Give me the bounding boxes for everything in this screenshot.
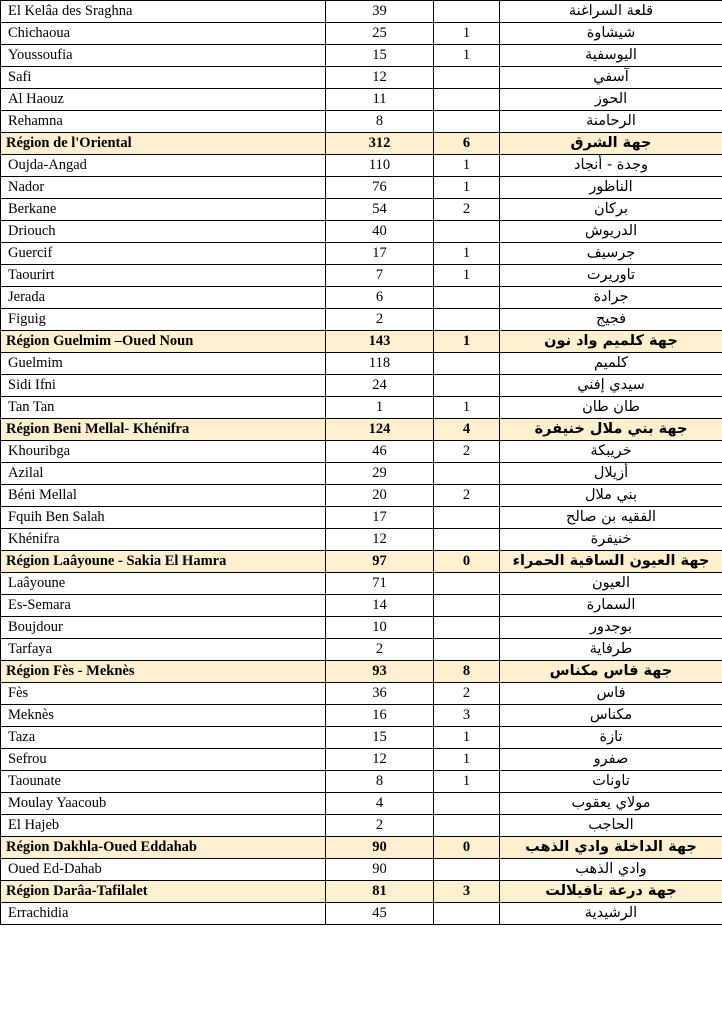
cell-area-name-ar: الرشيدية <box>500 903 722 925</box>
cell-deaths <box>434 375 500 397</box>
table-row <box>1 265 722 287</box>
cell-deaths: 1 <box>434 749 500 771</box>
cell-area-name-ar: جهة الداخلة وادي الذهب <box>500 837 722 859</box>
cell-deaths: 8 <box>434 661 500 683</box>
cell-area-name-fr: Tarfaya <box>1 639 326 661</box>
cell-area-name-ar: صفرو <box>500 749 722 771</box>
region-row <box>1 133 722 155</box>
table-row <box>1 243 722 265</box>
cell-deaths <box>434 903 500 925</box>
cell-deaths: 1 <box>434 397 500 419</box>
cell-deaths: 1 <box>434 45 500 67</box>
table-row <box>1 859 722 881</box>
cell-confirmed-cases: 16 <box>326 705 434 727</box>
region-row <box>1 881 722 903</box>
cell-area-name-fr: Khouribga <box>1 441 326 463</box>
cell-area-name-fr: Figuig <box>1 309 326 331</box>
cell-area-name-ar: الرحامنة <box>500 111 722 133</box>
table-row <box>1 45 722 67</box>
cell-deaths <box>434 595 500 617</box>
cell-confirmed-cases: 143 <box>326 331 434 353</box>
cell-area-name-ar: بركان <box>500 199 722 221</box>
cell-deaths: 0 <box>434 837 500 859</box>
cell-confirmed-cases: 14 <box>326 595 434 617</box>
cell-confirmed-cases: 36 <box>326 683 434 705</box>
cell-confirmed-cases: 110 <box>326 155 434 177</box>
cell-area-name-fr: Oued Ed-Dahab <box>1 859 326 881</box>
cell-confirmed-cases: 45 <box>326 903 434 925</box>
cell-area-name-fr: Région Darâa-Tafilalet <box>1 881 326 903</box>
cell-area-name-fr: Moulay Yaacoub <box>1 793 326 815</box>
cell-area-name-ar: كلميم <box>500 353 722 375</box>
cell-confirmed-cases: 17 <box>326 507 434 529</box>
cell-deaths: 1 <box>434 177 500 199</box>
cell-deaths: 3 <box>434 705 500 727</box>
cell-area-name-fr: Azilal <box>1 463 326 485</box>
cell-confirmed-cases: 12 <box>326 67 434 89</box>
cell-area-name-fr: Béni Mellal <box>1 485 326 507</box>
cell-area-name-ar: جرادة <box>500 287 722 309</box>
cell-confirmed-cases: 93 <box>326 661 434 683</box>
cell-area-name-fr: Sidi Ifni <box>1 375 326 397</box>
table-row <box>1 287 722 309</box>
table-row <box>1 903 722 925</box>
cell-confirmed-cases: 20 <box>326 485 434 507</box>
table-row <box>1 705 722 727</box>
cell-area-name-fr: Meknès <box>1 705 326 727</box>
cell-area-name-ar: وجدة - أنجاد <box>500 155 722 177</box>
cell-area-name-ar: العيون <box>500 573 722 595</box>
cell-area-name-fr: Tan Tan <box>1 397 326 419</box>
cell-area-name-fr: Errachidia <box>1 903 326 925</box>
cell-area-name-fr: Safi <box>1 67 326 89</box>
cell-area-name-ar: جهة درعة تافيلالت <box>500 881 722 903</box>
cell-area-name-ar: طرفاية <box>500 639 722 661</box>
table-row <box>1 67 722 89</box>
cell-deaths: 2 <box>434 441 500 463</box>
cell-confirmed-cases: 90 <box>326 859 434 881</box>
region-row <box>1 331 722 353</box>
table-row <box>1 441 722 463</box>
region-row <box>1 551 722 573</box>
cell-area-name-ar: شيشاوة <box>500 23 722 45</box>
cell-area-name-fr: Région Guelmim –Oued Noun <box>1 331 326 353</box>
cell-area-name-ar: جهة الشرق <box>500 133 722 155</box>
cell-area-name-ar: اليوسفية <box>500 45 722 67</box>
cell-area-name-ar: الناظور <box>500 177 722 199</box>
table-row <box>1 683 722 705</box>
cell-area-name-ar: تاونات <box>500 771 722 793</box>
cell-deaths <box>434 89 500 111</box>
cell-deaths <box>434 67 500 89</box>
cell-confirmed-cases: 46 <box>326 441 434 463</box>
cell-deaths: 1 <box>434 243 500 265</box>
table-row <box>1 199 722 221</box>
cell-area-name-fr: Es-Semara <box>1 595 326 617</box>
cell-deaths <box>434 507 500 529</box>
cell-area-name-ar: جهة العيون الساقية الحمراء <box>500 551 722 573</box>
table-row <box>1 639 722 661</box>
cell-confirmed-cases: 12 <box>326 529 434 551</box>
cell-confirmed-cases: 15 <box>326 727 434 749</box>
cell-confirmed-cases: 118 <box>326 353 434 375</box>
cell-area-name-fr: Sefrou <box>1 749 326 771</box>
cell-area-name-fr: Fès <box>1 683 326 705</box>
cell-deaths: 3 <box>434 881 500 903</box>
cell-confirmed-cases: 2 <box>326 309 434 331</box>
cell-deaths <box>434 1 500 23</box>
table-row <box>1 815 722 837</box>
table-row <box>1 1 722 23</box>
table-row <box>1 353 722 375</box>
cell-confirmed-cases: 8 <box>326 771 434 793</box>
table-row <box>1 507 722 529</box>
table-row <box>1 485 722 507</box>
cell-deaths <box>434 221 500 243</box>
table-row <box>1 749 722 771</box>
cell-deaths: 1 <box>434 331 500 353</box>
table-row <box>1 463 722 485</box>
cell-deaths <box>434 793 500 815</box>
region-row <box>1 419 722 441</box>
cell-area-name-ar: وادي الذهب <box>500 859 722 881</box>
cell-area-name-ar: آسفي <box>500 67 722 89</box>
cell-confirmed-cases: 90 <box>326 837 434 859</box>
cell-area-name-ar: سيدي إفني <box>500 375 722 397</box>
cell-deaths: 2 <box>434 485 500 507</box>
cell-confirmed-cases: 312 <box>326 133 434 155</box>
cell-deaths <box>434 639 500 661</box>
cell-area-name-fr: Chichaoua <box>1 23 326 45</box>
cell-deaths <box>434 573 500 595</box>
cell-deaths: 4 <box>434 419 500 441</box>
cell-confirmed-cases: 7 <box>326 265 434 287</box>
cell-deaths <box>434 617 500 639</box>
cell-area-name-fr: Région Laâyoune - Sakia El Hamra <box>1 551 326 573</box>
cell-deaths: 0 <box>434 551 500 573</box>
table-row <box>1 595 722 617</box>
cell-confirmed-cases: 12 <box>326 749 434 771</box>
cell-area-name-fr: Région de l'Oriental <box>1 133 326 155</box>
table-row <box>1 727 722 749</box>
cell-confirmed-cases: 25 <box>326 23 434 45</box>
cell-deaths <box>434 529 500 551</box>
table-row <box>1 375 722 397</box>
cell-deaths: 1 <box>434 23 500 45</box>
cell-area-name-ar: فاس <box>500 683 722 705</box>
table-row <box>1 573 722 595</box>
cell-area-name-ar: خريبكة <box>500 441 722 463</box>
cell-area-name-fr: Nador <box>1 177 326 199</box>
cell-area-name-ar: مولاي يعقوب <box>500 793 722 815</box>
cell-confirmed-cases: 17 <box>326 243 434 265</box>
cell-area-name-fr: Laâyoune <box>1 573 326 595</box>
cell-area-name-ar: جهة فاس مكناس <box>500 661 722 683</box>
cell-area-name-ar: بوجدور <box>500 617 722 639</box>
cell-area-name-ar: الفقيه بن صالح <box>500 507 722 529</box>
cell-area-name-fr: Région Dakhla-Oued Eddahab <box>1 837 326 859</box>
cell-confirmed-cases: 76 <box>326 177 434 199</box>
table-row <box>1 177 722 199</box>
table-row <box>1 793 722 815</box>
cell-area-name-ar: بني ملال <box>500 485 722 507</box>
cell-confirmed-cases: 124 <box>326 419 434 441</box>
table-row <box>1 309 722 331</box>
cell-area-name-fr: Taza <box>1 727 326 749</box>
cell-confirmed-cases: 15 <box>326 45 434 67</box>
cell-confirmed-cases: 8 <box>326 111 434 133</box>
cell-confirmed-cases: 6 <box>326 287 434 309</box>
cell-area-name-fr: Khénifra <box>1 529 326 551</box>
cell-confirmed-cases: 2 <box>326 639 434 661</box>
region-row <box>1 837 722 859</box>
table-row <box>1 617 722 639</box>
cell-deaths: 1 <box>434 771 500 793</box>
cell-area-name-ar: خنيفرة <box>500 529 722 551</box>
cell-area-name-fr: Jerada <box>1 287 326 309</box>
cell-area-name-ar: الحوز <box>500 89 722 111</box>
table-row <box>1 89 722 111</box>
table-row <box>1 221 722 243</box>
table-row <box>1 529 722 551</box>
cell-confirmed-cases: 11 <box>326 89 434 111</box>
cell-area-name-ar: تاوريرت <box>500 265 722 287</box>
cell-deaths <box>434 859 500 881</box>
table-row <box>1 111 722 133</box>
cell-area-name-fr: Taounate <box>1 771 326 793</box>
cell-confirmed-cases: 71 <box>326 573 434 595</box>
cell-deaths <box>434 111 500 133</box>
cell-confirmed-cases: 54 <box>326 199 434 221</box>
cell-deaths: 2 <box>434 199 500 221</box>
cell-deaths: 1 <box>434 265 500 287</box>
cell-confirmed-cases: 1 <box>326 397 434 419</box>
cell-area-name-fr: Berkane <box>1 199 326 221</box>
cell-deaths: 6 <box>434 133 500 155</box>
table-row <box>1 397 722 419</box>
table-row <box>1 23 722 45</box>
cell-area-name-ar: تازة <box>500 727 722 749</box>
cell-area-name-ar: جهة بني ملال خنيفرة <box>500 419 722 441</box>
cell-confirmed-cases: 24 <box>326 375 434 397</box>
cell-area-name-fr: Région Beni Mellal- Khénifra <box>1 419 326 441</box>
cell-deaths <box>434 815 500 837</box>
cell-deaths <box>434 309 500 331</box>
cell-area-name-ar: جهة كلميم واد نون <box>500 331 722 353</box>
cell-area-name-fr: Rehamna <box>1 111 326 133</box>
cell-area-name-fr: El Hajeb <box>1 815 326 837</box>
cell-confirmed-cases: 2 <box>326 815 434 837</box>
cell-deaths <box>434 287 500 309</box>
cell-area-name-ar: الحاجب <box>500 815 722 837</box>
table-body <box>1 1 722 925</box>
cell-area-name-fr: Al Haouz <box>1 89 326 111</box>
region-row <box>1 661 722 683</box>
cell-area-name-fr: Guercif <box>1 243 326 265</box>
cell-area-name-fr: Région Fès - Meknès <box>1 661 326 683</box>
cell-area-name-ar: فجيج <box>500 309 722 331</box>
cell-area-name-fr: Boujdour <box>1 617 326 639</box>
cell-area-name-ar: الدريوش <box>500 221 722 243</box>
cell-area-name-fr: Guelmim <box>1 353 326 375</box>
cell-area-name-fr: Taourirt <box>1 265 326 287</box>
cell-area-name-ar: السمارة <box>500 595 722 617</box>
cell-area-name-ar: مكناس <box>500 705 722 727</box>
cell-deaths <box>434 353 500 375</box>
cell-confirmed-cases: 81 <box>326 881 434 903</box>
cell-confirmed-cases: 39 <box>326 1 434 23</box>
cell-deaths: 1 <box>434 727 500 749</box>
cell-confirmed-cases: 4 <box>326 793 434 815</box>
cell-confirmed-cases: 97 <box>326 551 434 573</box>
cell-area-name-ar: قلعة السراغنة <box>500 1 722 23</box>
cell-deaths <box>434 463 500 485</box>
cell-area-name-fr: El Kelâa des Sraghna <box>1 1 326 23</box>
cell-deaths: 2 <box>434 683 500 705</box>
cell-confirmed-cases: 29 <box>326 463 434 485</box>
cell-area-name-ar: طان طان <box>500 397 722 419</box>
cell-confirmed-cases: 10 <box>326 617 434 639</box>
cell-deaths: 1 <box>434 155 500 177</box>
cell-area-name-fr: Youssoufia <box>1 45 326 67</box>
cell-area-name-ar: أزيلال <box>500 463 722 485</box>
cell-area-name-fr: Fquih Ben Salah <box>1 507 326 529</box>
table-row <box>1 155 722 177</box>
cell-confirmed-cases: 40 <box>326 221 434 243</box>
table-row <box>1 771 722 793</box>
cell-area-name-fr: Oujda-Angad <box>1 155 326 177</box>
cell-area-name-fr: Driouch <box>1 221 326 243</box>
cell-area-name-ar: جرسيف <box>500 243 722 265</box>
